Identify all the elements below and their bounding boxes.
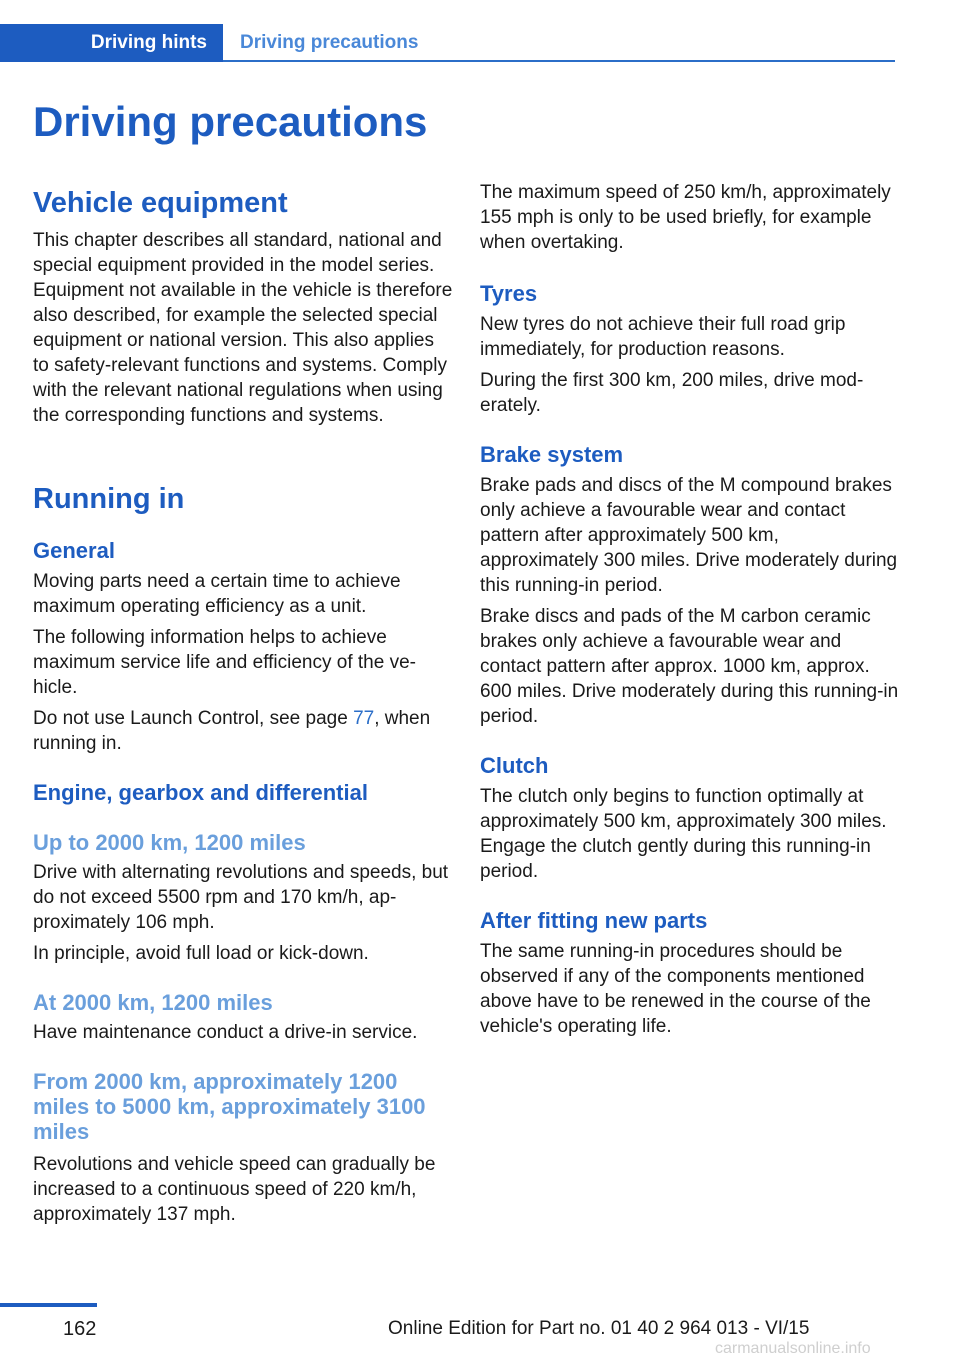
right-column: [480, 180, 900, 1039]
vehicle-equipment-heading: Vehicle equipment: [33, 187, 288, 219]
new-parts-heading: After fitting new parts: [480, 908, 708, 933]
new-parts-paragraph: The same running-in procedures should be observed if any of the components mentioned above have to be renewed in the course of the vehicle's operating life.: [480, 941, 871, 1037]
tyres-paragraph-1: New tyres do not achieve their full road grip immediately, for production reasons.: [480, 314, 846, 360]
tyres-heading: Tyres: [480, 281, 538, 306]
from-2000-heading: From 2000 km, approximately 1200 miles to 5000 km, approximately 3100 miles: [33, 1069, 426, 1144]
general-paragraph-3: [33, 706, 453, 756]
max-speed-paragraph: The maximum speed of 250 km/h, approximately 155 mph is only to be used briefly, for example when overtaking.: [480, 182, 891, 253]
clutch-heading: Clutch: [480, 753, 549, 778]
section-tab-label: Driving precautions: [240, 32, 419, 53]
engine-heading: Engine, gearbox and differential: [33, 780, 368, 805]
general-paragraph-1: Moving parts need a certain time to achieve maximum operating efficiency as a unit.: [33, 571, 401, 617]
chapter-tab-label: Driving hints: [90, 32, 207, 53]
header-bar: [0, 24, 895, 62]
page-77-link[interactable]: 77: [353, 708, 375, 729]
general-paragraph-3-start: Do not use Launch Control, see page: [33, 708, 354, 729]
tyres-paragraph-2: During the first 300 km, 200 miles, drive moderately.: [480, 370, 864, 416]
page-number: 162: [63, 1318, 97, 1340]
brake-paragraph-2: Brake discs and pads of the M carbon ceramic brakes only achieve a favourable wear and contact pattern after approx. 1000 km, approx. 600 miles. Drive moderately during this running-in period.: [480, 606, 899, 727]
left-column: [33, 184, 453, 1227]
from-2000-paragraph: Revolutions and vehicle speed can gradually be increased to a continuous speed of 220 km/h, approximately 137 mph.: [33, 1154, 436, 1225]
up-to-2000-paragraph-1: Drive with alternating revolutions and speeds, but do not exceed 5500 rpm and 170 km/h, approximately 106 mph.: [33, 862, 449, 933]
footer-divider: [0, 1303, 97, 1307]
brake-paragraph-1: Brake pads and discs of the M compound brakes only achieve a favourable wear and contact pattern after approximately 500 km, approximately 300 miles. Drive moderately during this running-in period.: [480, 475, 898, 596]
general-paragraph-3-end: , when running in.: [33, 708, 431, 754]
clutch-paragraph: The clutch only begins to function optimally at approximately 500 km, approximately 300 miles. Engage the clutch gently during this running-in period.: [480, 786, 887, 882]
edition-note: Online Edition for Part no. 01 40 2 964 013 - VI/15: [388, 1318, 810, 1339]
at-2000-heading: At 2000 km, 1200 miles: [33, 990, 273, 1015]
section-tab[interactable]: [240, 24, 418, 62]
chapter-tab[interactable]: [0, 24, 223, 62]
vehicle-equipment-text: This chapter describes all standard, national and special equipment provided in the model series. Equipment not available in the vehicle is therefore also described, for example the selected special equipment or national version. This also applies to safety-relevant functions and systems. Comply with the relevant national regulations when using the corresponding functions and systems.: [33, 230, 453, 426]
header-divider: [223, 60, 895, 62]
page-title: Driving precautions: [33, 98, 428, 145]
general-heading: General: [33, 538, 115, 563]
up-to-2000-heading: Up to 2000 km, 1200 miles: [33, 830, 306, 855]
watermark: carmanualsonline.info: [715, 1340, 871, 1357]
general-paragraph-2: The following information helps to achieve maximum service life and efficiency of the vehicle.: [33, 627, 416, 698]
at-2000-paragraph: Have maintenance conduct a drive-in service.: [33, 1022, 418, 1043]
running-in-heading: Running in: [33, 483, 185, 515]
brake-system-heading: Brake system: [480, 442, 624, 467]
up-to-2000-paragraph-2: In principle, avoid full load or kick-down.: [33, 943, 369, 964]
